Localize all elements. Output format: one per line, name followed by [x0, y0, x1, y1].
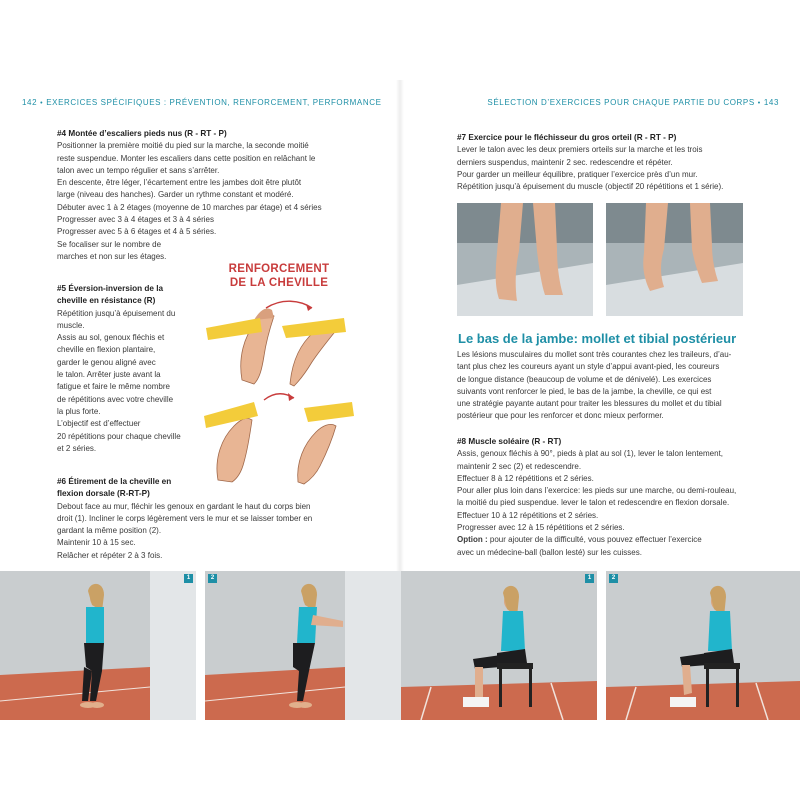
- photo-soleus-1: [401, 571, 597, 720]
- exercise-5: [57, 283, 207, 455]
- text-line: L’objectif est d’effectuer: [57, 419, 141, 429]
- text-line: derniers suspendus, maintenir 2 sec. redescendre et répéter.: [457, 157, 673, 167]
- text-line: de répétitions avec votre cheville: [57, 394, 174, 404]
- text-line: 20 répétitions pour chaque cheville: [57, 431, 181, 441]
- text-line: gardant la même position (2).: [57, 526, 162, 536]
- option-line: [457, 534, 792, 546]
- photo-soleus-2: [606, 571, 800, 720]
- running-head-right: SÉLECTION D’EXERCICES POUR CHAQUE PARTIE DU CORPS • 143: [487, 98, 779, 107]
- option-label: Option :: [457, 535, 488, 545]
- text-line: Se focaliser sur le nombre de: [57, 239, 162, 249]
- illustration-title: [218, 262, 340, 290]
- text-line: Pour garder un meilleur équilibre, pratiquer l’exercice près d’un mur.: [457, 169, 698, 179]
- text-line: Assis, genoux fléchis à 90°, pieds à plat au sol (1), lever le talon lentement,: [457, 449, 724, 459]
- running-head-left-title: EXERCICES SPÉCIFIQUES : PRÉVENTION, RENFORCEMENT, PERFORMANCE: [46, 98, 382, 107]
- text-line: talon avec un tempo régulier et sans s’arrêter.: [57, 165, 220, 175]
- photo-ankle-stretch-2: [205, 571, 401, 720]
- text-line: Maintenir 10 à 15 sec.: [57, 538, 136, 548]
- text-line: tant plus chez les coureurs ayant un style d’appui avant-pied, les coureurs: [457, 362, 720, 372]
- ankle-band-illustration: [204, 298, 354, 488]
- exercise-7: [457, 132, 787, 193]
- text-line: Relâcher et répéter 2 à 3 fois.: [57, 550, 163, 560]
- text-line: Effectuer 10 à 12 répétitions et 2 séries.: [457, 510, 599, 520]
- text-line: Assis au sol, genoux fléchis et: [57, 333, 165, 343]
- text-line: Progresser avec 3 à 4 étages et 3 à 4 séries: [57, 215, 214, 225]
- exercise-5-title: #5 Éversion-inversion de la: [57, 284, 164, 293]
- exercise-6: [57, 476, 387, 562]
- text-line: En descente, être léger, l’écartement entre les jambes doit être plutôt: [57, 178, 302, 188]
- foot-plantar-drawing: [204, 402, 258, 482]
- text-line: Progresser avec 5 à 6 étages et 4 à 5 séries.: [57, 227, 217, 237]
- photo-toe-raise-1: [457, 203, 593, 316]
- foot-dorsal-drawing: [298, 402, 354, 484]
- text-line: muscle.: [57, 320, 85, 330]
- text-line: reste suspendue. Monter les escaliers dans cette position en relâchant le: [57, 153, 316, 163]
- option-text: pour ajouter de la difficulté, vous pouvez effectuer l’exercice: [487, 535, 702, 545]
- text-line: la moitié du pied suspendue. lever le talon et redescendre en flexion dorsale.: [457, 498, 730, 508]
- text-line: une stratégie payante autant pour traiter les blessures du mollet et du tibial: [457, 399, 722, 409]
- text-line: garder le genou aligné avec: [57, 357, 156, 367]
- text-line: Répétition jusqu’à épuisement du: [57, 308, 176, 318]
- photo-badge: 2: [609, 574, 618, 583]
- section-intro: [457, 349, 792, 423]
- text-line: marches et non sur les étages.: [57, 251, 167, 261]
- exercise-8: [457, 436, 792, 559]
- text-line: large (niveau des hanches). Garder un rythme constant et modéré.: [57, 190, 294, 200]
- text-line: Répétition jusqu’à épuisement du muscle (objectif 20 répétitions et 1 série).: [457, 182, 724, 192]
- exercise-5-title-cont: cheville en résistance (R): [57, 296, 156, 306]
- page-number-right: 143: [763, 98, 779, 107]
- exercise-4-title: #4 Montée d’escaliers pieds nus (R - RT - P): [57, 129, 227, 138]
- photo-badge: 1: [184, 574, 193, 583]
- text-line: Effectuer 8 à 12 répétitions et 2 séries.: [457, 473, 594, 483]
- illustration-title-line: DE LA CHEVILLE: [229, 277, 329, 289]
- running-head-left: 142 • EXERCICES SPÉCIFIQUES : PRÉVENTION, RENFORCEMENT, PERFORMANCE: [22, 98, 382, 107]
- exercise-6-title: #6 Étirement de la cheville en: [57, 477, 172, 486]
- text-line: fatigue et faire le même nombre: [57, 382, 170, 392]
- text-line: maintenir 2 sec (2) et redescendre.: [457, 461, 582, 471]
- photo-badge: 2: [208, 574, 217, 583]
- foot-inversion-drawing: [206, 308, 274, 384]
- section-title: Le bas de la jambe: mollet et tibial postérieur: [458, 331, 737, 346]
- text-line: Positionner la première moitié du pied sur la marche, la seconde moitié: [57, 141, 309, 151]
- text-line: Les lésions musculaires du mollet sont très courantes chez les traileurs, d’au-: [457, 350, 732, 359]
- running-head-right-title: SÉLECTION D’EXERCICES POUR CHAQUE PARTIE DU CORPS: [487, 98, 755, 107]
- text-line: la plus forte.: [57, 406, 101, 416]
- text-line: Débuter avec 1 à 2 étages (moyenne de 10 marches par étage) et 4 séries: [57, 202, 322, 212]
- text-line: de longue distance (beaucoup de volume et de dénivelé). Les exercices: [457, 374, 712, 384]
- page-number-left: 142: [22, 98, 38, 107]
- text-line: Lever le talon avec les deux premiers orteils sur la marche et les trois: [457, 145, 703, 155]
- text-line: Progresser avec 12 à 15 répétitions et 2 séries.: [457, 523, 625, 533]
- exercise-7-title: #7 Exercice pour le fléchisseur du gros orteil (R - RT - P): [457, 133, 677, 142]
- exercise-4: [57, 128, 387, 263]
- text-line: postérieur que pour les renforcer et donc mieux performer.: [457, 411, 664, 421]
- text-line: le talon. Arrêter juste avant la: [57, 370, 161, 380]
- text-line: Pour aller plus loin dans l’exercice: les pieds sur une marche, ou demi-rouleau,: [457, 486, 737, 496]
- text-line: et 2 séries.: [57, 443, 97, 453]
- illustration-title-line: RENFORCEMENT: [228, 263, 330, 275]
- text-line: droit (1). Incliner le corps légèrement vers le mur et se laisser tomber en: [57, 513, 313, 523]
- exercise-8-title: #8 Muscle soléaire (R - RT): [457, 437, 562, 446]
- photo-ankle-stretch-1: [0, 571, 196, 720]
- text-line: Debout face au mur, fléchir les genoux en gardant le haut du corps bien: [57, 501, 311, 511]
- text-line: cheville en flexion plantaire,: [57, 345, 156, 355]
- foot-eversion-drawing: [282, 318, 346, 386]
- photo-badge: 1: [585, 574, 594, 583]
- photo-toe-raise-2: [606, 203, 743, 316]
- text-line: avec un médecine-ball (ballon lesté) sur les cuisses.: [457, 547, 642, 557]
- exercise-6-title-cont: flexion dorsale (R-RT-P): [57, 489, 150, 499]
- text-line: suivants vont renforcer le pied, le bas de la jambe, la cheville, ce qui est: [457, 386, 712, 396]
